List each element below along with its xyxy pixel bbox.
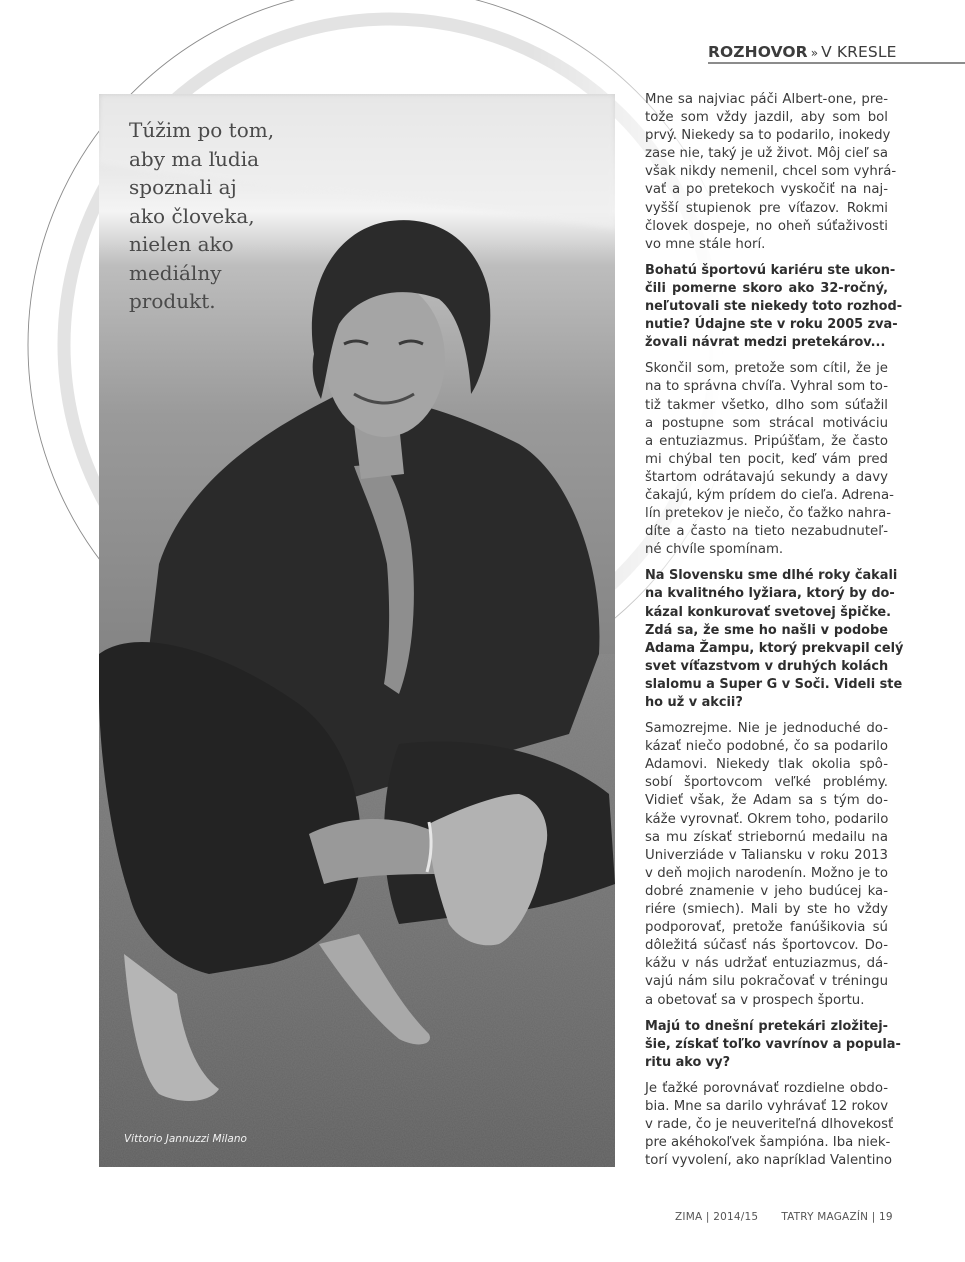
text-line: v deň mojich narodenín. Možno je to bbox=[645, 865, 888, 881]
interview-answer bbox=[645, 91, 897, 254]
footer-year: 2014/15 bbox=[713, 1211, 759, 1223]
section-header bbox=[708, 42, 965, 63]
text-line: torí vyvolení, ako napríklad Valentino bbox=[645, 1153, 893, 1169]
text-line: Univerziáde v Taliansku v roku 2013 bbox=[645, 847, 888, 863]
pull-quote-line: nielen ako bbox=[129, 232, 234, 256]
text-line: však nikdy nemenil, chcel som vyhrá- bbox=[645, 164, 897, 180]
text-line: tiž takmer všetko, dlho som súťažil bbox=[645, 397, 888, 413]
text-line: bia. Mne sa darilo vyhrávať 12 rokov bbox=[645, 1098, 889, 1114]
text-line: sa mu získať striebornú medailu na bbox=[645, 829, 888, 845]
text-line: svet víťazstvom v druhých kolách bbox=[645, 658, 889, 674]
text-line: štartom odrátavajú sekundy a davy bbox=[645, 469, 888, 485]
text-line: prvý. Niekedy sa to podarilo, inokedy bbox=[645, 128, 891, 144]
text-line: káže vyrovnať. Okrem toho, podarilo bbox=[645, 811, 889, 827]
section-name: ROZHOVOR bbox=[708, 43, 808, 61]
text-line: a postupne som strácal motiváciu bbox=[645, 415, 888, 431]
section-title bbox=[708, 42, 965, 63]
text-line: mi chýbal ten pocit, keď vám pred bbox=[645, 451, 888, 467]
page-number: 19 bbox=[879, 1211, 893, 1223]
text-line: a obetovať sa v prospech športu. bbox=[645, 992, 865, 1008]
text-line: čakajú, kým prídem do cieľa. Adrena- bbox=[645, 487, 894, 503]
footer-divider: | bbox=[705, 1211, 710, 1223]
header-rule bbox=[708, 62, 965, 64]
footer-divider: | bbox=[871, 1211, 876, 1223]
text-line: Samozrejme. Nie je jednoduché do- bbox=[645, 721, 888, 737]
text-line: dobré znamenie v jeho budúcej ka- bbox=[645, 883, 888, 899]
text-line: na to správna chvíľa. Vyhral som to- bbox=[645, 379, 888, 395]
text-line: žovali návrat medzi pretekárov... bbox=[645, 335, 886, 351]
text-line: dôležitá súčasť nás športovcov. Do- bbox=[645, 938, 888, 954]
text-line: né chvíle spomínam. bbox=[645, 542, 784, 558]
text-line: na kvalitného lyžiara, ktorý by do- bbox=[645, 586, 895, 602]
portrait-photo bbox=[99, 94, 615, 1167]
interview-answer bbox=[645, 1080, 894, 1170]
pull-quote-line: mediálny bbox=[129, 260, 222, 285]
text-line: vať a po pretekoch vyskočiť na naj- bbox=[645, 182, 888, 198]
text-line: nutie? Údajne ste v roku 2005 zva- bbox=[645, 317, 898, 333]
interview-answer bbox=[645, 720, 888, 1010]
subsection-name: V KRESLE bbox=[821, 43, 897, 61]
text-line: Mne sa najviac páči Albert-one, pre- bbox=[645, 92, 888, 107]
text-line: ho už v akcii? bbox=[645, 695, 743, 710]
pull-quote-line: aby ma ľudia bbox=[129, 146, 260, 171]
text-line: Adama Žampu, ktorý prekvapil celý bbox=[645, 640, 904, 656]
text-line: kázať niečo podobné, čo sa podarilo bbox=[645, 739, 888, 755]
page-footer bbox=[675, 1211, 893, 1223]
text-line: a entuziazmus. Pripúšťam, že často bbox=[645, 433, 888, 449]
text-line: Na Slovensku sme dlhé roky čakali bbox=[645, 568, 898, 584]
text-line: lín pretekov je niečo, čo ťažko nahra- bbox=[645, 506, 892, 522]
text-line: Zdá sa, že sme ho našli v podobe bbox=[645, 622, 888, 638]
text-line: kázal konkurovať svetovej špičke. bbox=[645, 604, 892, 620]
text-line: Adamovi. Niekedy tlak okolia spô- bbox=[645, 757, 888, 773]
text-line: čili pomerne skoro ako 32-ročný, bbox=[645, 280, 888, 296]
pull-quote-line: produkt. bbox=[129, 289, 216, 313]
footer-magazine: TATRY MAGAZÍN bbox=[781, 1211, 869, 1223]
text-line: Je ťažké porovnávať rozdielne obdo- bbox=[645, 1080, 888, 1096]
pull-quote-line: Túžim po tom, bbox=[129, 118, 275, 142]
text-line: sobí športovcom veľké problémy. bbox=[645, 775, 888, 791]
text-line: tože som vždy jazdil, aby som bol bbox=[645, 110, 888, 126]
text-line: vo mne stále horí. bbox=[645, 236, 766, 252]
interview-question bbox=[645, 262, 903, 352]
interview-answer bbox=[645, 360, 894, 559]
text-line: neľutovali ste niekedy toto rozhod- bbox=[645, 299, 903, 315]
text-line: vajú nám silu pokračovať v tréningu bbox=[645, 974, 888, 990]
text-line: v rade, čo je neuveriteľná dlhovekosť bbox=[645, 1117, 894, 1133]
text-line: riére (smiech). Mali by ste ho vždy bbox=[645, 902, 888, 918]
photo-credit: Vittorio Jannuzzi Milano bbox=[124, 1133, 247, 1145]
text-line: slalomu a Super G v Soči. Videli ste bbox=[645, 676, 903, 692]
interview-question bbox=[645, 1018, 901, 1072]
separator: » bbox=[810, 46, 819, 60]
article-column bbox=[645, 91, 904, 1178]
pull-quote-line: ako človeka, bbox=[129, 203, 255, 228]
footer-season: ZIMA bbox=[675, 1211, 703, 1223]
text-line: šie, získať toľko vavrínov a popula- bbox=[645, 1036, 901, 1052]
text-line: Skončil som, pretože som cítil, že je bbox=[645, 361, 888, 377]
text-line: díte a často na tieto nezabudnuteľ- bbox=[645, 524, 888, 540]
pull-quote bbox=[129, 116, 349, 316]
text-line: Vidieť však, že Adam sa s tým do- bbox=[645, 793, 888, 809]
text-line: človek dospeje, no oheň súťaživosti bbox=[645, 218, 888, 234]
text-line: ritu ako vy? bbox=[645, 1054, 731, 1070]
text-line: vyšší stupienok pre víťazov. Rokmi bbox=[645, 200, 888, 216]
text-line: Bohatú športovú kariéru ste ukon- bbox=[645, 262, 896, 278]
text-line: Majú to dnešní pretekári zložitej- bbox=[645, 1018, 888, 1034]
text-line: pre akéhokoľvek šampióna. Iba niek- bbox=[645, 1135, 891, 1151]
text-line: zase nie, taký je už život. Môj cieľ sa bbox=[645, 146, 888, 162]
text-line: kážu v nás udržať entuziazmus, dá- bbox=[645, 956, 888, 972]
interview-question bbox=[645, 567, 904, 712]
text-line: podporovať, pretože fanúšikovia sú bbox=[645, 920, 888, 936]
pull-quote-line: spoznali aj bbox=[129, 175, 237, 199]
